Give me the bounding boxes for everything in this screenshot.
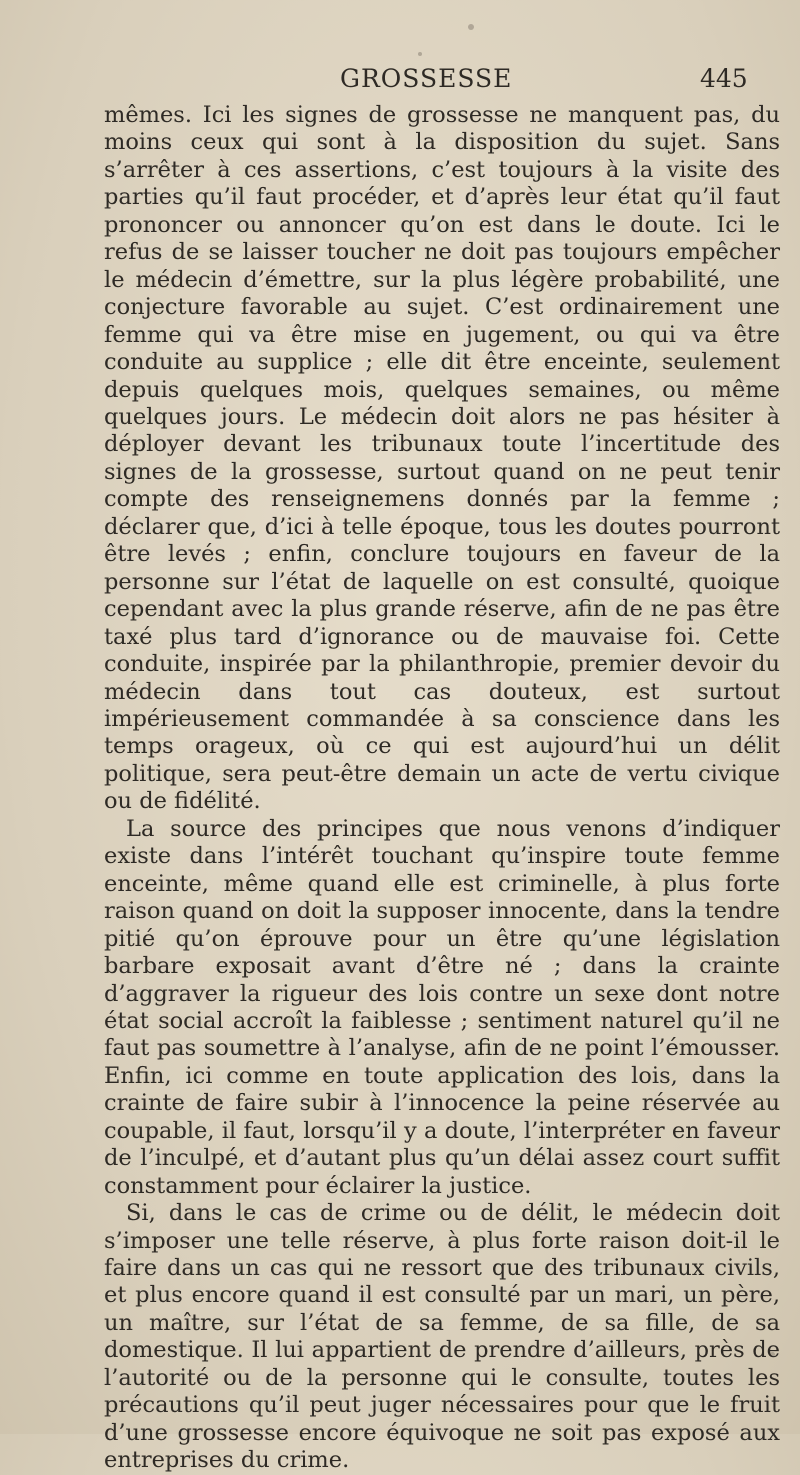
- ink-speck: [418, 52, 422, 56]
- paragraph: mêmes. Ici les signes de grossesse ne manquent pas, du moins ceux qui sont à la disposition du sujet. Sans s’arrêter à ces assertions, c’est toujours à la visite des parties qu’il faut procéder, et d’après leur état qu’il faut prononcer ou annoncer qu’on est dans le doute. Ici le refus de se laisser toucher ne doit pas toujours empêcher le médecin d’émettre, sur la plus légère probabilité, une conjecture favorable au sujet. C’est ordinairement une femme qui va être mise en jugement, ou qui va être conduite au supplice ; elle dit être enceinte, seulement depuis quelques mois, quelques semaines, ou même quelques jours. Le médecin doit alors ne pas hésiter à déployer devant les tribunaux toute l’incertitude des signes de la grossesse, surtout quand on ne peut tenir compte des renseignemens donnés par la femme ; déclarer que, d’ici à telle époque, tous les doutes pourront être levés ; enfin, conclure toujours en faveur de la personne sur l’état de laquelle on est consulté, quoique cependant avec la plus grande réserve, afin de ne pas être taxé plus tard d’ignorance ou de mauvaise foi. Cette conduite, inspirée par la philanthropie, premier devoir du médecin dans tout cas douteux, est surtout impérieusement commandée à sa conscience dans les temps orageux, où ce qui est aujourd’hui un délit politique, sera peut-être demain un acte de vertu civique ou de fidélité.: [104, 102, 780, 815]
- body-text: [104, 102, 780, 1475]
- page-header: [0, 64, 800, 100]
- running-title: GROSSESSE: [340, 64, 513, 93]
- page-number: 445: [700, 64, 748, 93]
- paragraph: Si, dans le cas de crime ou de délit, le médecin doit s’imposer une telle réserve, à plus forte raison doit-il le faire dans un cas qui ne ressort que des tribunaux civils, et plus encore quand il est consulté par un mari, un père, un maître, sur l’état de sa femme, de sa fille, de sa domestique. Il lui appartient de prendre d’ailleurs, près de l’autorité ou de la personne qui le consulte, toutes les précautions qu’il peut juger nécessaires pour que le fruit d’une grossesse encore équivoque ne soit pas exposé aux entreprises du crime.: [104, 1200, 780, 1474]
- paragraph: La source des principes que nous venons d’indiquer existe dans l’intérêt touchant qu’inspire toute femme enceinte, même quand elle est criminelle, à plus forte raison quand on doit la supposer innocente, dans la tendre pitié qu’on éprouve pour un être qu’une législation barbare exposait avant d’être né ; dans la crainte d’aggraver la rigueur des lois contre un sexe dont notre état social accroît la faiblesse ; sentiment naturel qu’il ne faut pas soumettre à l’analyse, afin de ne point l’émousser. Enfin, ici comme en toute application des lois, dans la crainte de faire subir à l’innocence la peine réservée au coupable, il faut, lorsqu’il y a doute, l’interpréter en faveur de l’inculpé, et d’autant plus qu’un délai assez court suffit constamment pour éclairer la justice.: [104, 815, 780, 1199]
- ink-speck: [468, 24, 474, 30]
